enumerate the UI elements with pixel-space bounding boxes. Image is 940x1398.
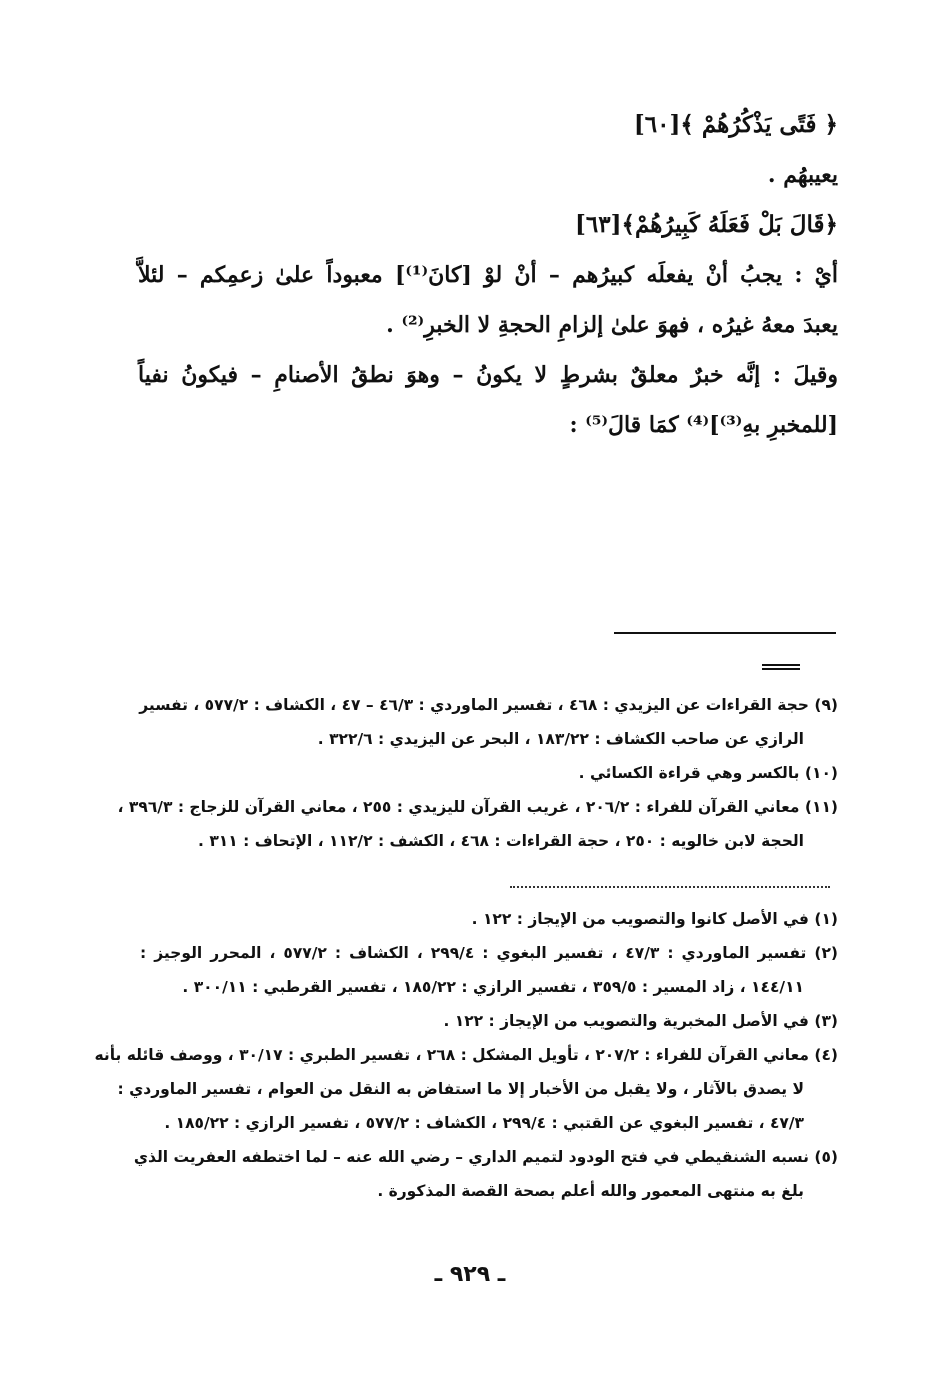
footnote-line: ١٤٤/١١ ، زاد المسير : ٣٥٩/٥ ، تفسير الرازي : ١٨٥/٢٢ ، تفسير القرطبي : ٣٠٠/١١ .: [182, 978, 804, 996]
footnote-line: الحجة لابن خالويه : ٢٥٠ ، حجة القراءات : ٤٦٨ ، الكشف : ١١٢/٢ ، الإتحاف : ٣١١ .: [198, 832, 804, 850]
main-text: [138, 100, 838, 450]
footnote-line: لا يصدق بالآثار ، ولا يقبل من الأخبار إلا ما استفاض به النقل من العوام ، تفسير الماوردي :: [117, 1080, 804, 1098]
footnote-line: (٢) تفسير الماوردي : ٤٧/٣ ، تفسير البغوي : ٢٩٩/٤ ، الكشاف : ٥٧٧/٢ ، المحرر الوجيز :: [140, 944, 838, 962]
footnotes-current-page: [94, 902, 838, 1208]
footnote-line: (٣) في الأصل المخبرية والتصويب من الإيجاز : ١٢٢ .: [443, 1012, 838, 1030]
footnote-line: الرازي عن صاحب الكشاف : ١٨٣/٢٢ ، البحر عن اليزيدي : ٣٢٢/٦ .: [317, 730, 804, 748]
commentary-line-4: [للمخبرِ بهِ⁽³⁾]⁽⁴⁾ كمَا قالَ⁽⁵⁾ :: [569, 412, 838, 438]
footnote-line: (٤) معاني القرآن للفراء : ٢٠٧/٢ ، تأويل المشكل : ٢٦٨ ، تفسير الطبري : ٣٠/١٧ ، ووصف قائله بأنه: [94, 1046, 838, 1064]
footnote-double-rule: [762, 664, 800, 670]
footnote-dotted-divider: [510, 886, 830, 888]
verse-line-63: ﴿قَالَ بَلْ فَعَلَهُ كَبِيرُهُمْ﴾[٦٣]: [575, 211, 838, 238]
commentary-line-2: يعبدَ معهُ غيرُه ، فهوَ علىٰ إلزامِ الحجةِ لا الخبرِ⁽²⁾ .: [386, 312, 838, 338]
footnotes-previous-page: [117, 688, 838, 858]
commentary-line-3: وقيلَ : إنَّه خبرٌ معلقٌ بشرطٍ لا يكونُ – وهوَ نطقُ الأصنامِ – فيكونُ نفياً: [138, 362, 838, 388]
verse-line-60: ﴿ فَتًى يَذْكُرُهُمْ ﴾[٦٠]: [633, 111, 838, 138]
footnote-line: ٤٧/٣ ، تفسير البغوي عن القتبي : ٢٩٩/٤ ، الكشاف : ٥٧٧/٢ ، تفسير الرازي : ١٨٥/٢٢ .: [164, 1114, 804, 1132]
footnote-line: (١٠) بالكسر وهي قراءة الكسائي .: [578, 764, 838, 782]
footnote-line: (١١) معاني القرآن للفراء : ٢٠٦/٢ ، غريب القرآن لليزيدي : ٢٥٥ ، معاني القرآن للزجاج : ٣٩٦/٣ ،: [117, 798, 838, 816]
footnote-line: (٩) حجة القراءات عن اليزيدي : ٤٦٨ ، تفسير الماوردي : ٤٦/٣ – ٤٧ ، الكشاف : ٥٧٧/٢ ، تفسير: [139, 696, 838, 714]
footnote-line: (١) في الأصل كانوا والتصويب من الإيجاز : ١٢٢ .: [471, 910, 838, 928]
page-number: ـ ٩٢٩ ـ: [434, 1262, 506, 1287]
footnote-separator: [614, 632, 836, 634]
gloss-line: يعيبهُم .: [767, 162, 838, 188]
footnote-line: بلغ به منتهى المعمور والله أعلم بصحة القصة المذكورة .: [377, 1182, 804, 1200]
commentary-line-1: أيْ : يجبُ أنْ يفعلَه كبيرُهم – أنْ لوْ [كانَ⁽¹⁾] معبوداً علىٰ زعمِكم – لئلاَّ: [138, 262, 839, 288]
footnote-line: (٥) نسبه الشنقيطي في فتح الودود لتميم الداري – رضي الله عنه – لما اختطفه العفريت الذي: [133, 1148, 838, 1166]
